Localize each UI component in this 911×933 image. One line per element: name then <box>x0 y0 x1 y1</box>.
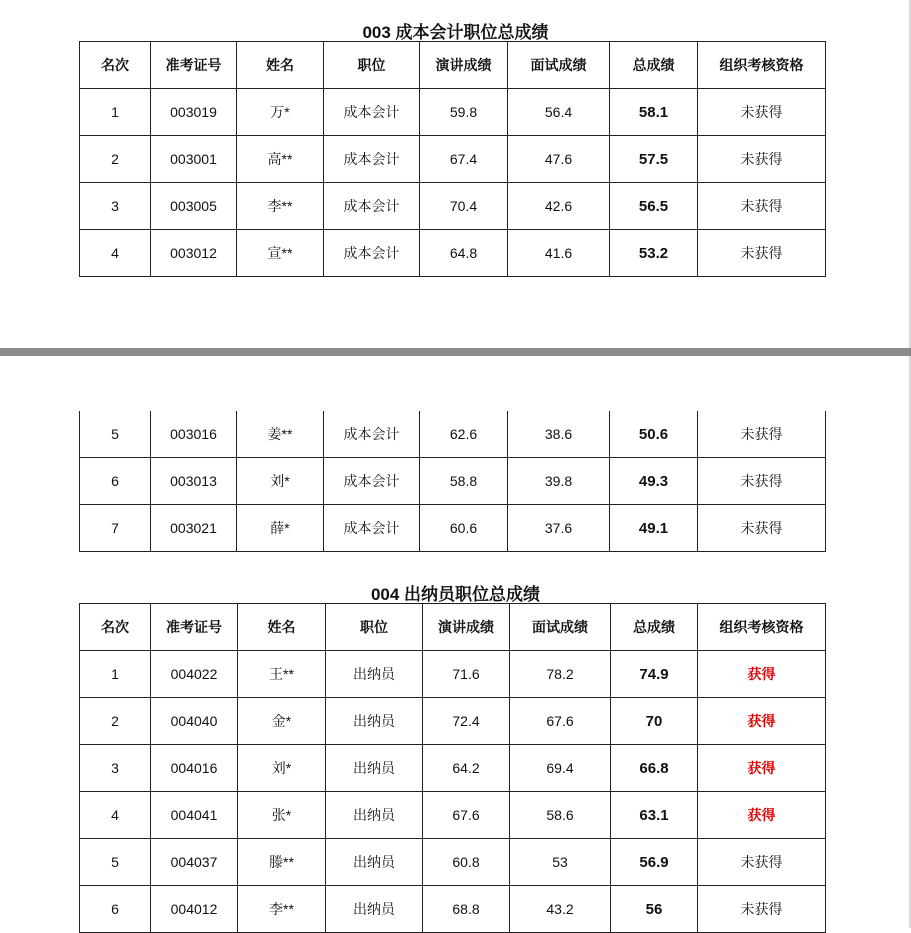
total-score-cell: 56.5 <box>610 183 698 230</box>
header-exam-id: 准考证号 <box>151 604 238 651</box>
table-row <box>80 230 826 277</box>
header-row <box>80 604 826 651</box>
speech-score-cell: 67.6 <box>423 792 510 839</box>
name-cell: 李** <box>237 183 324 230</box>
section1-table <box>79 41 826 277</box>
name-cell: 刘* <box>237 458 324 505</box>
name-cell: 高** <box>237 136 324 183</box>
total-score-cell: 49.1 <box>610 505 698 552</box>
header-qualification: 组织考核资格 <box>698 42 826 89</box>
position-cell: 出纳员 <box>326 698 423 745</box>
total-score-cell: 63.1 <box>611 792 698 839</box>
header-row <box>80 42 826 89</box>
header-name: 姓名 <box>238 604 326 651</box>
position-cell: 成本会计 <box>324 411 420 458</box>
rank-cell: 2 <box>80 136 151 183</box>
exam-id-cell: 004016 <box>151 745 238 792</box>
qualification-cell: 未获得 <box>698 230 826 277</box>
position-cell: 出纳员 <box>326 839 423 886</box>
interview-score-cell: 47.6 <box>508 136 610 183</box>
interview-score-cell: 67.6 <box>510 698 611 745</box>
speech-score-cell: 64.8 <box>420 230 508 277</box>
qualification-cell: 未获得 <box>698 839 826 886</box>
table-row <box>80 745 826 792</box>
rank-cell: 4 <box>80 792 151 839</box>
interview-score-cell: 69.4 <box>510 745 611 792</box>
rank-cell: 5 <box>80 411 151 458</box>
exam-id-cell: 003013 <box>151 458 237 505</box>
qualification-cell: 未获得 <box>698 505 826 552</box>
header-total-score: 总成绩 <box>611 604 698 651</box>
total-score-cell: 66.8 <box>611 745 698 792</box>
qualification-cell: 获得 <box>698 745 826 792</box>
interview-score-cell: 39.8 <box>508 458 610 505</box>
exam-id-cell: 003021 <box>151 505 237 552</box>
rank-cell: 4 <box>80 230 151 277</box>
exam-id-cell: 004041 <box>151 792 238 839</box>
name-cell: 刘* <box>238 745 326 792</box>
table-row <box>80 458 826 505</box>
speech-score-cell: 72.4 <box>423 698 510 745</box>
exam-id-cell: 004040 <box>151 698 238 745</box>
name-cell: 王** <box>238 651 326 698</box>
header-total-score: 总成绩 <box>610 42 698 89</box>
header-interview-score: 面试成绩 <box>508 42 610 89</box>
name-cell: 滕** <box>238 839 326 886</box>
rank-cell: 2 <box>80 698 151 745</box>
exam-id-cell: 003001 <box>151 136 237 183</box>
position-cell: 成本会计 <box>324 230 420 277</box>
section2-title: 004 出纳员职位总成绩 <box>370 585 541 604</box>
section2-table <box>79 603 826 933</box>
speech-score-cell: 60.6 <box>420 505 508 552</box>
header-qualification: 组织考核资格 <box>698 604 826 651</box>
total-score-cell: 70 <box>611 698 698 745</box>
qualification-cell: 获得 <box>698 651 826 698</box>
header-rank: 名次 <box>80 42 151 89</box>
interview-score-cell: 78.2 <box>510 651 611 698</box>
header-speech-score: 演讲成绩 <box>423 604 510 651</box>
table-row <box>80 698 826 745</box>
exam-id-cell: 004037 <box>151 839 238 886</box>
table-row <box>80 183 826 230</box>
table-row <box>80 651 826 698</box>
exam-id-cell: 003019 <box>151 89 237 136</box>
interview-score-cell: 38.6 <box>508 411 610 458</box>
total-score-cell: 74.9 <box>611 651 698 698</box>
qualification-cell: 未获得 <box>698 886 826 933</box>
interview-score-cell: 37.6 <box>508 505 610 552</box>
qualification-cell: 获得 <box>698 698 826 745</box>
name-cell: 姜** <box>237 411 324 458</box>
table-row <box>80 886 826 933</box>
speech-score-cell: 60.8 <box>423 839 510 886</box>
speech-score-cell: 64.2 <box>423 745 510 792</box>
position-cell: 成本会计 <box>324 505 420 552</box>
interview-score-cell: 43.2 <box>510 886 611 933</box>
rank-cell: 7 <box>80 505 151 552</box>
header-position: 职位 <box>326 604 423 651</box>
qualification-cell: 未获得 <box>698 89 826 136</box>
rank-cell: 6 <box>80 458 151 505</box>
exam-id-cell: 004022 <box>151 651 238 698</box>
speech-score-cell: 70.4 <box>420 183 508 230</box>
name-cell: 张* <box>238 792 326 839</box>
header-name: 姓名 <box>237 42 324 89</box>
interview-score-cell: 53 <box>510 839 611 886</box>
total-score-cell: 49.3 <box>610 458 698 505</box>
table-row <box>80 411 826 458</box>
position-cell: 成本会计 <box>324 136 420 183</box>
header-exam-id: 准考证号 <box>151 42 237 89</box>
name-cell: 宣** <box>237 230 324 277</box>
speech-score-cell: 71.6 <box>423 651 510 698</box>
name-cell: 金* <box>238 698 326 745</box>
qualification-cell: 未获得 <box>698 183 826 230</box>
qualification-cell: 未获得 <box>698 136 826 183</box>
total-score-cell: 58.1 <box>610 89 698 136</box>
speech-score-cell: 67.4 <box>420 136 508 183</box>
qualification-cell: 未获得 <box>698 458 826 505</box>
header-position: 职位 <box>324 42 420 89</box>
interview-score-cell: 42.6 <box>508 183 610 230</box>
name-cell: 李** <box>238 886 326 933</box>
position-cell: 出纳员 <box>326 792 423 839</box>
position-cell: 出纳员 <box>326 745 423 792</box>
interview-score-cell: 56.4 <box>508 89 610 136</box>
rank-cell: 3 <box>80 183 151 230</box>
position-cell: 成本会计 <box>324 183 420 230</box>
exam-id-cell: 003005 <box>151 183 237 230</box>
exam-id-cell: 003016 <box>151 411 237 458</box>
exam-id-cell: 004012 <box>151 886 238 933</box>
rank-cell: 1 <box>80 651 151 698</box>
header-interview-score: 面试成绩 <box>510 604 611 651</box>
qualification-cell: 获得 <box>698 792 826 839</box>
position-cell: 出纳员 <box>326 886 423 933</box>
speech-score-cell: 58.8 <box>420 458 508 505</box>
position-cell: 成本会计 <box>324 458 420 505</box>
position-cell: 成本会计 <box>324 89 420 136</box>
interview-score-cell: 58.6 <box>510 792 611 839</box>
name-cell: 薛* <box>237 505 324 552</box>
total-score-cell: 53.2 <box>610 230 698 277</box>
table-row <box>80 839 826 886</box>
total-score-cell: 57.5 <box>610 136 698 183</box>
rank-cell: 5 <box>80 839 151 886</box>
total-score-cell: 56.9 <box>611 839 698 886</box>
header-speech-score: 演讲成绩 <box>420 42 508 89</box>
qualification-cell: 未获得 <box>698 411 826 458</box>
rank-cell: 1 <box>80 89 151 136</box>
header-rank: 名次 <box>80 604 151 651</box>
section1-table-continued <box>79 411 826 552</box>
rank-cell: 3 <box>80 745 151 792</box>
section1-title: 003 成本会计职位总成绩 <box>362 23 549 42</box>
speech-score-cell: 68.8 <box>423 886 510 933</box>
exam-id-cell: 003012 <box>151 230 237 277</box>
table-row <box>80 136 826 183</box>
interview-score-cell: 41.6 <box>508 230 610 277</box>
page-separator <box>0 348 911 356</box>
total-score-cell: 50.6 <box>610 411 698 458</box>
speech-score-cell: 62.6 <box>420 411 508 458</box>
table-row <box>80 792 826 839</box>
rank-cell: 6 <box>80 886 151 933</box>
total-score-cell: 56 <box>611 886 698 933</box>
speech-score-cell: 59.8 <box>420 89 508 136</box>
table-row <box>80 505 826 552</box>
name-cell: 万* <box>237 89 324 136</box>
position-cell: 出纳员 <box>326 651 423 698</box>
table-row <box>80 89 826 136</box>
